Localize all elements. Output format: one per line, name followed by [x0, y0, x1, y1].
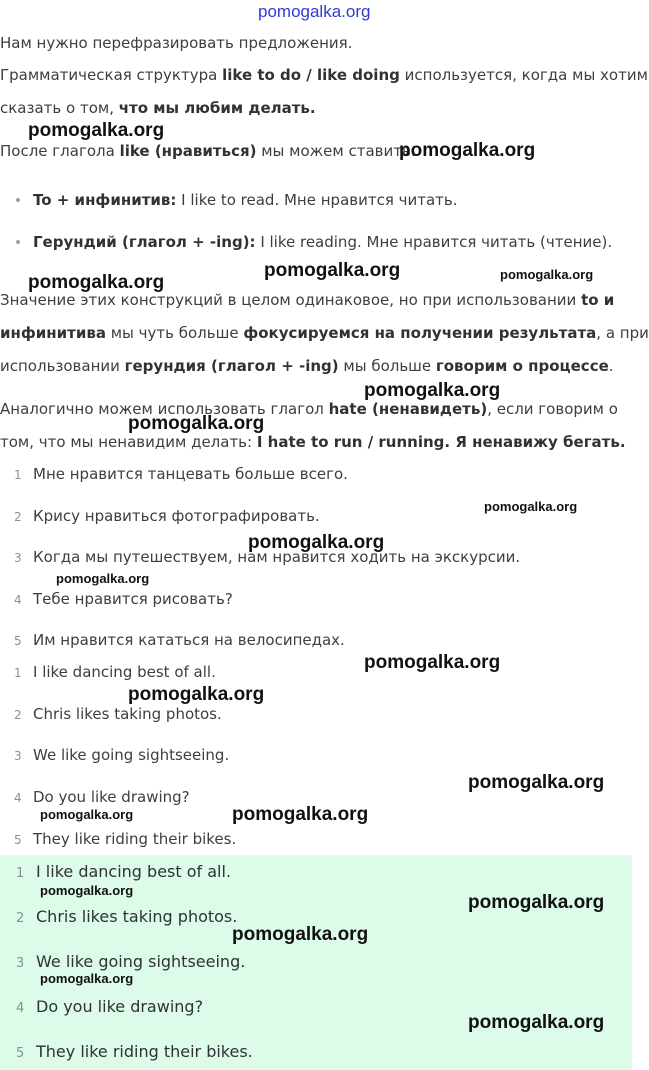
russian-sentence: Крису нравиться фотографировать.: [33, 507, 320, 525]
english-sentence: I like dancing best of all.: [33, 663, 216, 681]
watermark-top[interactable]: pomogalka.org: [258, 2, 371, 21]
watermark: pomogalka.org: [232, 804, 369, 825]
bullet-dot: [16, 240, 20, 244]
meaning-line-3: [0, 357, 614, 375]
watermark: pomogalka.org: [28, 272, 165, 293]
watermark: pomogalka.org: [232, 924, 369, 945]
watermark: pomogalka.org: [399, 140, 536, 161]
watermark: pomogalka.org: [28, 120, 165, 141]
bullet-item: [33, 191, 458, 209]
answer-number: 3: [16, 956, 25, 971]
bullet-item: [33, 233, 612, 251]
bullet-title: To + инфинитив:: [33, 191, 177, 209]
english-sentence: Do you like drawing?: [33, 788, 190, 806]
grammar-text: Грамматическая структура: [0, 66, 223, 84]
meaning-bold: герундия (глагол + -ing): [124, 357, 339, 375]
english-sentence: They like riding their bikes.: [33, 830, 237, 848]
english-sentence: Chris likes taking photos.: [33, 705, 222, 723]
answer-number: 5: [16, 1046, 25, 1061]
hate-bold: hate (ненавидеть): [328, 400, 488, 418]
after-verb-text: мы можем ставить:: [256, 142, 416, 160]
meaning-line-2: [0, 324, 649, 342]
grammar-line-1: [0, 66, 648, 84]
meaning-bold: инфинитива: [0, 324, 106, 342]
english-sentence: We like going sightseeing.: [33, 746, 230, 764]
watermark: pomogalka.org: [500, 267, 594, 282]
list-number: 3: [14, 551, 22, 565]
watermark: pomogalka.org: [40, 883, 134, 898]
grammar-text: сказать о том,: [0, 99, 119, 117]
answer-sentence: I like dancing best of all.: [36, 862, 232, 881]
list-number: 2: [14, 708, 22, 722]
hate-line-2: [0, 433, 626, 451]
grammar-line-2: [0, 99, 316, 117]
answer-number: 1: [16, 866, 25, 881]
meaning-text: мы больше: [338, 357, 436, 375]
after-verb-text: После глагола: [0, 142, 120, 160]
watermark: pomogalka.org: [468, 772, 605, 793]
grammar-text: используется, когда мы хотим: [399, 66, 648, 84]
watermark: pomogalka.org: [40, 971, 134, 986]
answer-sentence: Chris likes taking photos.: [36, 907, 238, 926]
russian-sentence: Когда мы путешествуем, нам нравится ходить на экскурсии.: [33, 548, 521, 566]
answer-sentence: Do you like drawing?: [36, 997, 204, 1016]
hate-example: I hate to run / running. Я ненавижу бегать.: [256, 433, 626, 451]
bullet-text: I like reading. Мне нравится читать (чтение).: [255, 233, 613, 251]
intro-text: Нам нужно перефразировать предложения.: [0, 34, 353, 52]
watermark: pomogalka.org: [128, 413, 265, 434]
meaning-text: , а при: [596, 324, 649, 342]
grammar-emphasis: что мы любим делать.: [118, 99, 316, 117]
list-number: 5: [14, 833, 22, 847]
list-number: 3: [14, 749, 22, 763]
answer-sentence: We like going sightseeing.: [36, 952, 246, 971]
watermark: pomogalka.org: [264, 260, 401, 281]
list-number: 1: [14, 468, 22, 482]
after-verb-bold: like (нравиться): [119, 142, 257, 160]
hate-text: том, что мы ненавидим делать:: [0, 433, 257, 451]
list-number: 2: [14, 510, 22, 524]
watermark: pomogalka.org: [484, 499, 578, 514]
meaning-bold: говорим о процессе: [435, 357, 609, 375]
meaning-text: использовании: [0, 357, 125, 375]
watermark: pomogalka.org: [364, 380, 501, 401]
watermark: pomogalka.org: [56, 571, 150, 586]
watermark: pomogalka.org: [40, 807, 134, 822]
answer-number: 2: [16, 911, 25, 926]
meaning-text: Значение этих конструкций в целом одинаковое, но при использовании: [0, 291, 582, 309]
bullet-dot: [16, 198, 20, 202]
hate-line-1: [0, 400, 618, 418]
list-number: 4: [14, 791, 22, 805]
list-number: 5: [14, 634, 22, 648]
bullet-title: Герундий (глагол + -ing):: [33, 233, 256, 251]
watermark: pomogalka.org: [364, 652, 501, 673]
answer-number: 4: [16, 1001, 25, 1016]
grammar-structure: like to do / like doing: [222, 66, 400, 84]
meaning-bold: to и: [581, 291, 615, 309]
meaning-text: .: [608, 357, 614, 375]
watermark: pomogalka.org: [248, 532, 385, 553]
hate-text: Аналогично можем использовать глагол: [0, 400, 329, 418]
answer-sentence: They like riding their bikes.: [36, 1042, 253, 1061]
bullet-text: I like to read. Мне нравится читать.: [176, 191, 458, 209]
list-number: 1: [14, 666, 22, 680]
watermark: pomogalka.org: [468, 1012, 605, 1033]
russian-sentence: Мне нравится танцевать больше всего.: [33, 465, 348, 483]
hate-text: , если говорим о: [487, 400, 618, 418]
meaning-text: мы чуть больше: [105, 324, 244, 342]
after-verb-line: [0, 142, 416, 160]
russian-sentence: Им нравится кататься на велосипедах.: [33, 631, 345, 649]
watermark: pomogalka.org: [128, 684, 265, 705]
list-number: 4: [14, 593, 22, 607]
watermark: pomogalka.org: [468, 892, 605, 913]
meaning-bold: фокусируемся на получении результата: [243, 324, 597, 342]
russian-sentence: Тебе нравится рисовать?: [33, 590, 233, 608]
